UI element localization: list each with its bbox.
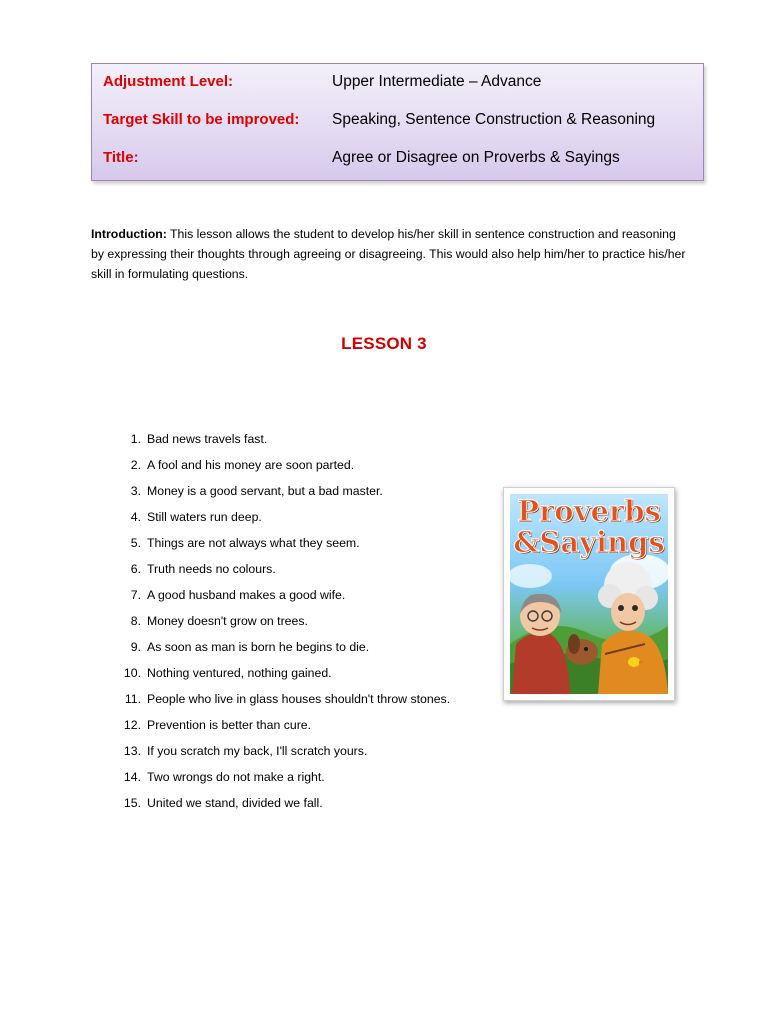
proverb-item: [105, 429, 450, 455]
title-value: Agree or Disagree on Proverbs & Sayings: [332, 149, 620, 166]
proverb-number: 6.: [130, 562, 141, 576]
proverb-item: [105, 455, 450, 481]
proverb-item: [105, 741, 450, 767]
proverb-text: As soon as man is born he begins to die.: [147, 640, 370, 654]
proverb-text: Money doesn't grow on trees.: [147, 614, 308, 628]
proverb-item: [105, 533, 450, 559]
proverb-number: 12.: [123, 718, 141, 732]
title-label: Title:: [103, 149, 139, 166]
proverb-text: Money is a good servant, but a bad master.: [147, 484, 383, 498]
info-row-level: [92, 70, 703, 94]
book-cover-art: [510, 494, 668, 694]
proverb-number: 14.: [123, 770, 141, 784]
proverb-number: 5.: [130, 536, 141, 550]
proverb-number: 7.: [130, 588, 141, 602]
target-skill-value: Speaking, Sentence Construction & Reasoning: [332, 111, 656, 128]
target-skill-label: Target Skill to be improved:: [103, 111, 300, 128]
proverb-item: [105, 611, 450, 637]
proverb-item: [105, 507, 450, 533]
introduction-text: This lesson allows the student to develop his/her skill in sentence construction and reasoning by expressing their thoughts through agreeing or disagreeing. This would also help him/her to practice his/her skill in formulating questions.: [91, 227, 686, 281]
proverb-text: A good husband makes a good wife.: [147, 588, 346, 602]
proverb-text: Things are not always what they seem.: [147, 536, 360, 550]
proverb-number: 8.: [130, 614, 141, 628]
adjustment-level-label: Adjustment Level:: [103, 73, 234, 90]
proverb-text: Nothing ventured, nothing gained.: [147, 666, 332, 680]
proverb-number: 15.: [123, 796, 141, 810]
proverb-text: A fool and his money are soon parted.: [147, 458, 355, 472]
proverb-item: [105, 767, 450, 793]
proverb-item: [105, 793, 450, 819]
proverb-item: [105, 637, 450, 663]
proverb-item: [105, 663, 450, 689]
adjustment-level-value: Upper Intermediate – Advance: [332, 73, 542, 90]
proverb-number: 11.: [124, 692, 141, 706]
info-row-title: [92, 146, 703, 170]
lesson-title: LESSON 3: [341, 334, 427, 353]
proverb-text: United we stand, divided we fall.: [147, 796, 323, 810]
proverb-item: [105, 481, 450, 507]
lesson-info-box: [91, 63, 704, 181]
proverb-number: 13.: [123, 744, 141, 758]
proverbs-book-cover-image: [503, 487, 675, 701]
proverb-text: Still waters run deep.: [147, 510, 262, 524]
info-row-skill: [92, 108, 703, 132]
proverb-text: If you scratch my back, I'll scratch yours.: [147, 744, 368, 758]
proverb-text: Prevention is better than cure.: [147, 718, 312, 732]
book-title-line-2: &Sayings: [513, 525, 665, 559]
book-title-line-1: Proverbs: [517, 494, 661, 528]
proverb-number: 3.: [130, 484, 141, 498]
proverb-number: 2.: [130, 458, 141, 472]
introduction-paragraph: [91, 224, 691, 284]
proverb-item: [105, 585, 450, 611]
proverb-text: Truth needs no colours.: [147, 562, 276, 576]
proverb-item: [105, 715, 450, 741]
proverb-list: [105, 429, 450, 819]
proverb-text: Two wrongs do not make a right.: [147, 770, 325, 784]
proverb-number: 1.: [130, 432, 141, 446]
proverb-item: [105, 689, 450, 715]
introduction-label: Introduction:: [91, 227, 167, 241]
proverb-number: 10.: [123, 666, 141, 680]
proverb-number: 4.: [130, 510, 141, 524]
proverb-text: Bad news travels fast.: [147, 432, 268, 446]
proverb-item: [105, 559, 450, 585]
proverb-text: People who live in glass houses shouldn't throw stones.: [147, 692, 451, 706]
proverb-number: 9.: [130, 640, 141, 654]
